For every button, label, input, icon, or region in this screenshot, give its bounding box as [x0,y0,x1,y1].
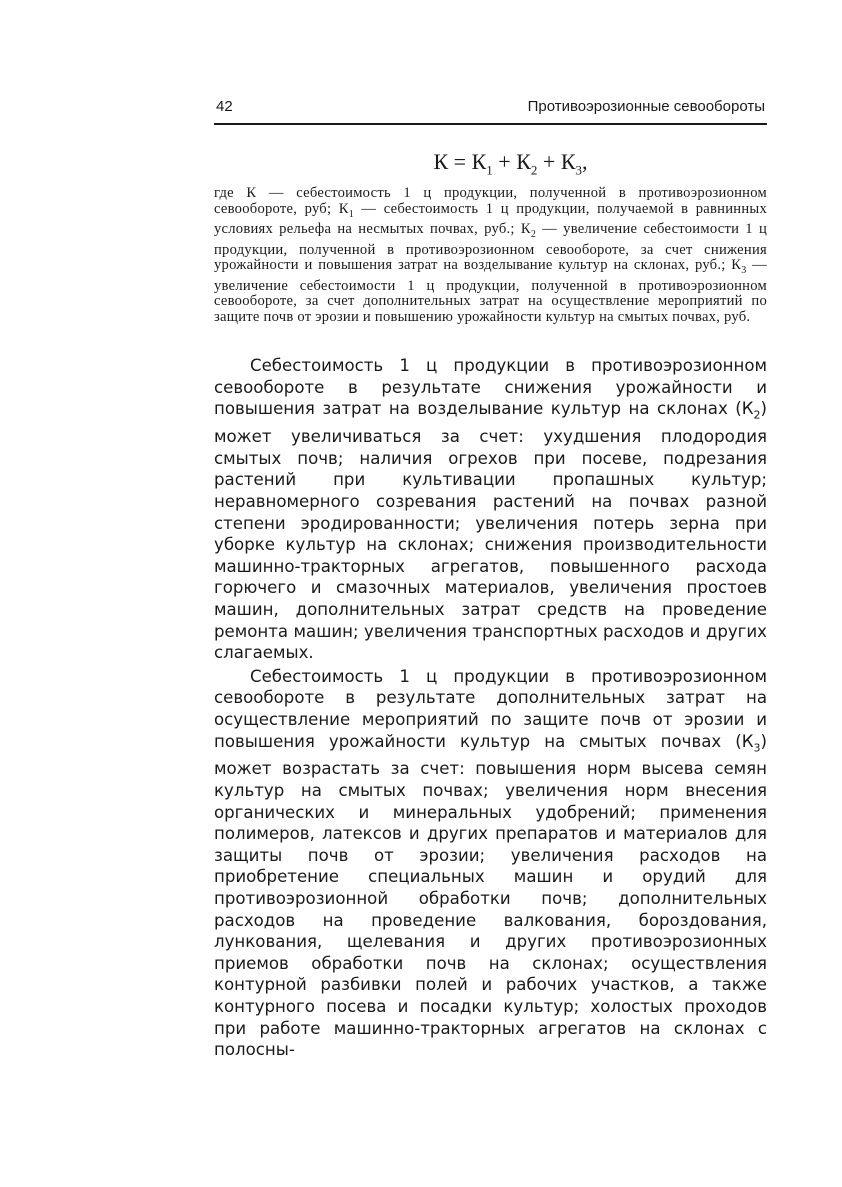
paragraph2-part-b: ) может возрастать за счет: повышения норм высева семян культур на смытых почвах; увеличения норм внесения органических и минеральных удобрений; применения полимеров, латексов и других препаратов и материалов для защиты почв от эрозии; увеличения расходов на приобретение специальных машин и орудий для противоэрозионной обработки почв; дополнительных расходов на проведение валкования, бороздования, лункования, щелевания и других противоэрозионных приемов обработки почв на склонах; осуществления контурной разбивки полей и рабочих участков, а также контурного посева и посадки культур; холостых проходов при работе машинно-тракторных агрегатов на склонах с полосны- [214,731,767,1060]
paragraph2-part-a: Себестоимость 1 ц продукции в противоэрозионном севообороте в результате дополнительных затрат на осуществление мероприятий по защите почв от эрозии и повышения урожайности культур на смытых почвах (К [214,666,767,751]
formula-sub-1: 1 [486,162,493,178]
page-number: 42 [216,98,233,115]
formula-lhs: К [433,149,449,174]
definition-part-c: — увеличение себестоимости 1 ц продукции, полученной в противоэрозионном севообороте, за счет снижения урожайности и повышения затрат на возделывание культур на склонах, руб.; К [214,221,768,274]
formula-plus-1: + [492,149,517,174]
formula-term-k1: К [471,149,487,174]
paragraph1-sub: 2 [753,408,761,422]
formula-term-k3: К [560,149,576,174]
paragraph1-part-a: Себестоимость 1 ц продукции в противоэрозионном севообороте в результате снижения урожайности и повышения затрат на возделывание культур на склонах (К [214,356,767,419]
definition-sub-1: 1 [348,208,354,220]
paragraph2-sub: 3 [753,740,761,754]
running-header [214,98,767,123]
body-paragraph-k3 [214,666,767,1061]
definition-part-b: — себестоимость 1 ц продукции, получаемой в равнинных условиях рельефа на несмытых почвах, руб.; К [214,200,768,238]
running-title: Противоэрозионные севообороты [527,98,765,115]
formula-comma: , [582,149,588,174]
definition-part-a: где К — себестоимость 1 ц продукции, полученной в противоэрозионном севообороте, руб; К [214,185,767,217]
paragraph1-part-b: ) может увеличиваться за счет: ухудшения плодородия смытых почв; наличия огрехов при посеве, подрезания растений при культивации пропашных культур; неравномерного созревания растений на почвах разной степени эродированности; увеличения потерь зерна при уборке культур на склонах; снижения производительности машинно-тракторных агрегатов, повышенного расхода горючего и смазочных материалов, увеличения простоев машин, дополнительных затрат средств на проведение ремонта машин; увеличения транспортных расходов и других слагаемых. [214,399,767,663]
formula-plus-2: + [537,149,561,174]
body-paragraph-k2 [214,355,767,664]
formula-sub-3: 3 [575,162,582,178]
book-page [214,98,767,1061]
cost-formula [214,149,767,178]
formula-sub-2: 2 [530,162,538,178]
definition-part-d: — увеличение себестоимости 1 ц продукции, полученной в противоэрозионном севообороте, за счет дополнительных затрат на осуществление мероприятий по защите почв от эрозии и повышению урожайности культур на смытых почвах, руб. [214,257,767,325]
header-rule [214,123,767,125]
formula-term-k2: К [516,149,531,174]
formula-definitions [214,186,767,325]
definition-sub-3: 3 [741,265,747,277]
definition-sub-2: 2 [530,229,537,241]
formula-equals: = [448,149,472,174]
